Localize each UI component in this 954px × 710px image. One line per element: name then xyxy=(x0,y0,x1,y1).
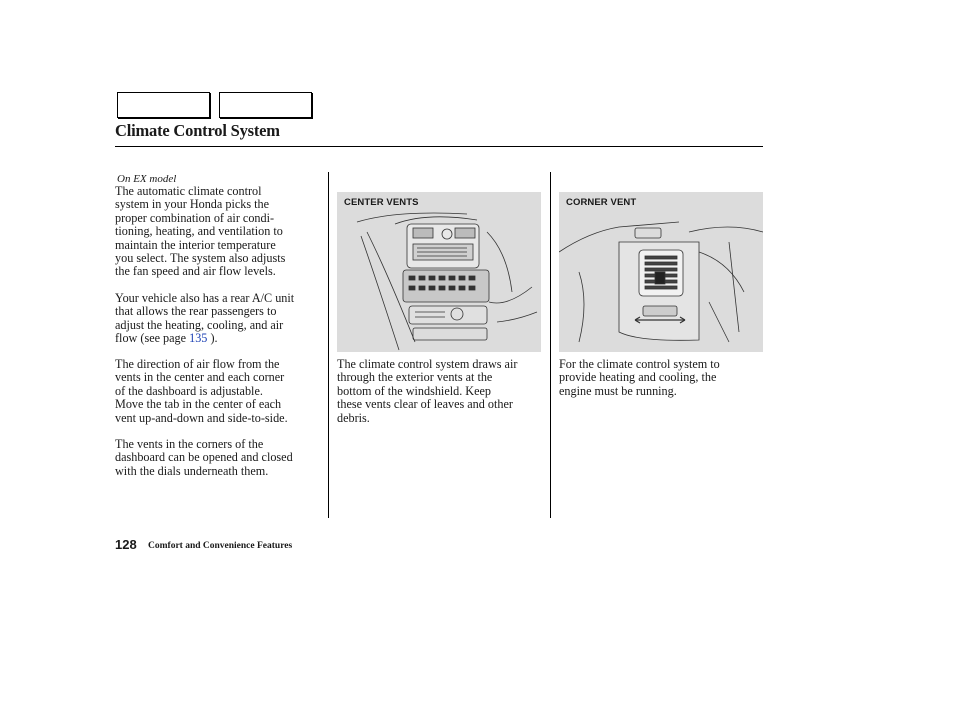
center-vents-label: CENTER VENTS xyxy=(344,197,419,208)
nav-tab-box-2[interactable] xyxy=(219,92,312,118)
column-divider-left xyxy=(328,172,329,518)
center-vents-illustration xyxy=(337,192,541,352)
rear-ac-text: Your vehicle also has a rear A/C unit that allows the rear passengers to adjust the heating, cooling, and air flow (see page xyxy=(115,291,295,346)
rear-ac-paragraph xyxy=(115,292,294,346)
page-title: Climate Control System xyxy=(115,121,280,140)
exterior-vents-paragraph: The climate control system draws air through the exterior vents at the bottom of the windshield. Keep these vents clear of leaves and other debris. xyxy=(337,357,518,425)
corner-vents-paragraph: The vents in the corners of the dashboard can be opened and closed with the dials underneath them. xyxy=(115,437,293,478)
center-vents-drawing xyxy=(337,192,541,352)
page-number: 128 xyxy=(115,537,137,552)
model-caption: On EX model xyxy=(117,173,177,185)
column-divider-right xyxy=(550,172,551,518)
corner-vent-illustration xyxy=(559,192,763,352)
section-name: Comfort and Convenience Features xyxy=(148,541,293,551)
rear-ac-text-end: ). xyxy=(207,331,218,346)
nav-tab-box-1[interactable] xyxy=(117,92,210,118)
engine-running-paragraph: For the climate control system to provide heating and cooling, the engine must be running. xyxy=(559,357,720,398)
airflow-direction-paragraph: The direction of air flow from the vents in the center and each corner of the dashboard is adjustable. Move the tab in the center of each vent up-and-down and side-to-side. xyxy=(115,357,288,425)
corner-vent-label: CORNER VENT xyxy=(566,197,637,208)
corner-vent-drawing xyxy=(559,192,763,352)
title-divider xyxy=(115,146,763,147)
page-link-135[interactable]: 135 xyxy=(189,331,208,346)
intro-paragraph: The automatic climate control system in your Honda picks the proper combination of air condi- tioning, heating, and ventilation to maintain the interior temperature you select. The system also adjusts the fan speed and air flow levels. xyxy=(115,184,286,279)
